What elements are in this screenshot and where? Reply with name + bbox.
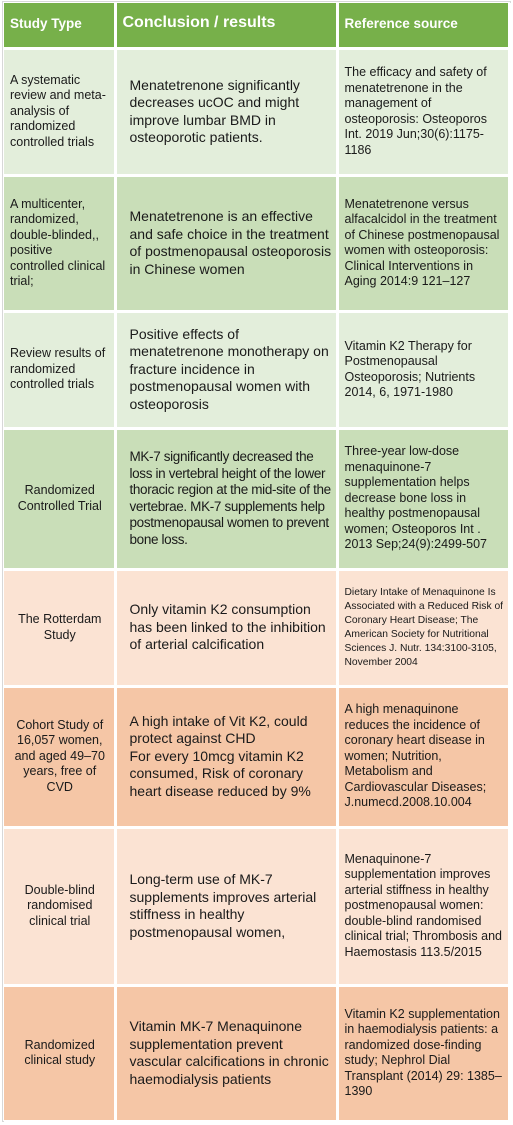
study-type-cell: Double-blind randomised clinical trial [4, 828, 115, 986]
study-table [4, 3, 511, 1123]
conclusion-cell: Only vitamin K2 consumption has been linked to the inhibition of arterial calcification [115, 570, 337, 687]
conclusion-cell: Menatetrenone is an effective and safe choice in the treatment of postmenopausal osteoporosis in Chinese women [115, 176, 337, 312]
table-row [4, 49, 509, 176]
header-study-type: Study Type [4, 3, 115, 49]
study-type-cell: Randomized clinical study [4, 986, 115, 1122]
header-row [4, 3, 509, 49]
reference-cell: Three-year low-dose menaquinone-7 supplementation helps decrease bone loss in healthy postmenopausal women; Osteoporos Int . 2013 Sep;24(9):2499-507 [337, 429, 509, 570]
table-row [4, 687, 509, 828]
reference-cell: Menatetrenone versus alfacalcidol in the treatment of Chinese postmenopausal women with osteoporosis: Clinical Interventions in Aging 2014:9 121–127 [337, 176, 509, 312]
reference-cell: Menaquinone-7 supplementation improves arterial stiffness in healthy postmenopausal women: double-blind randomised clinical trial; Thrombosis and Haemostasis 113.5/2015 [337, 828, 509, 986]
study-type-cell: Review results of randomized controlled trials [4, 312, 115, 429]
reference-cell: Dietary Intake of Menaquinone Is Associated with a Reduced Risk of Coronary Heart Disease; The American Society for Nutritional Sciences J. Nutr. 134:3100-3105, November 2004 [337, 570, 509, 687]
conclusion-cell: Vitamin MK-7 Menaquinone supplementation prevent vascular calcifications in chronic haemodialysis patients [115, 986, 337, 1122]
reference-cell: Vitamin K2 supplementation in haemodialysis patients: a randomized dose-finding study; Nephrol Dial Transplant (2014) 29: 1385–1390 [337, 986, 509, 1122]
conclusion-cell: Menatetrenone significantly decreases ucOC and might improve lumbar BMD in osteoporotic patients. [115, 49, 337, 176]
table-row [4, 312, 509, 429]
table-row [4, 429, 509, 570]
conclusion-cell: Positive effects of menatetrenone monotherapy on fracture incidence in postmenopausal women with osteoporosis [115, 312, 337, 429]
study-type-cell: A systematic review and meta-analysis of randomized controlled trials [4, 49, 115, 176]
header-conclusion: Conclusion / results [115, 3, 337, 49]
conclusion-cell: Long-term use of MK-7 supplements improves arterial stiffness in healthy postmenopausal women, [115, 828, 337, 986]
table-row [4, 986, 509, 1122]
conclusion-cell: A high intake of Vit K2, could protect against CHD For every 10mcg vitamin K2 consumed, Risk of coronary heart disease reduced by 9% [115, 687, 337, 828]
reference-cell: Vitamin K2 Therapy for Postmenopausal Osteoporosis; Nutrients 2014, 6, 1971-1980 [337, 312, 509, 429]
table-row [4, 176, 509, 312]
study-type-cell: The Rotterdam Study [4, 570, 115, 687]
header-reference: Reference source [337, 3, 509, 49]
study-type-cell: A multicenter, randomized, double-blinded,, positive controlled clinical trial; [4, 176, 115, 312]
table-row [4, 570, 509, 687]
reference-cell: The efficacy and safety of menatetrenone in the management of osteoporosis: Osteoporos Int. 2019 Jun;30(6):1175-1186 [337, 49, 509, 176]
study-type-cell: Cohort Study of 16,057 women, and aged 49–70 years, free of CVD [4, 687, 115, 828]
table-row [4, 828, 509, 986]
conclusion-cell: MK-7 significantly decreased the loss in vertebral height of the lower thoracic region at the mid-site of the vertebrae. MK-7 supplements help postmenopausal women to prevent bone loss. [115, 429, 337, 570]
reference-cell: A high menaquinone reduces the incidence of coronary heart disease in women; Nutrition, Metabolism and Cardiovascular Diseases; J.numecd.2008.10.004 [337, 687, 509, 828]
study-type-cell: Randomized Controlled Trial [4, 429, 115, 570]
